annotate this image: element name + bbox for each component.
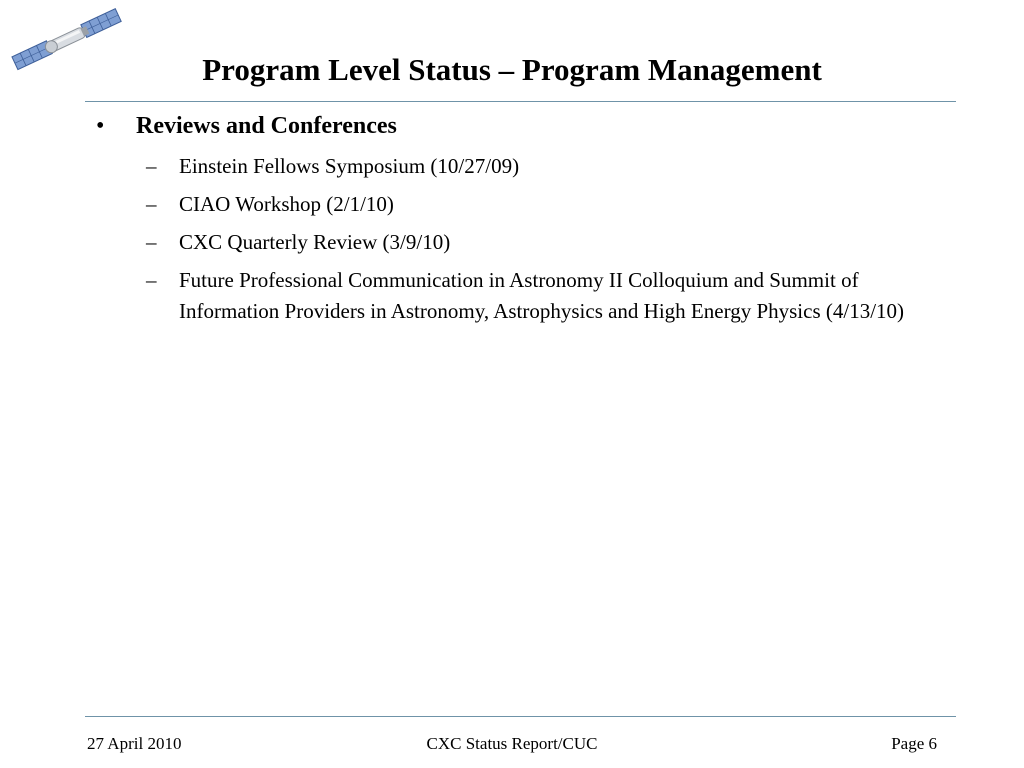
dash-icon: – — [146, 268, 157, 292]
dash-icon: – — [146, 230, 157, 254]
slide-title: Program Level Status – Program Management — [202, 52, 822, 87]
sub-bullet-text: CIAO Workshop (2/1/10) — [179, 192, 394, 216]
sub-bullet-text: Future Professional Communication in Astronomy II Colloquium and Summit of Information Providers in Astronomy, Astrophysics and High Energy Physics (4/13/10) — [179, 268, 905, 323]
footer-date: 27 April 2010 — [87, 734, 182, 753]
bullet-dot-icon: • — [96, 113, 105, 139]
dash-icon: – — [146, 192, 157, 216]
sub-bullet-text: Einstein Fellows Symposium (10/27/09) — [179, 154, 520, 178]
title-divider — [85, 101, 956, 102]
dash-icon: – — [146, 154, 157, 178]
footer-divider — [85, 716, 956, 717]
sub-bullet-text: CXC Quarterly Review (3/9/10) — [179, 230, 451, 254]
footer-report-title: CXC Status Report/CUC — [426, 734, 598, 753]
sub-bullet-item — [146, 227, 936, 258]
sub-bullet-item — [146, 265, 936, 327]
sub-bullet-list — [146, 151, 936, 334]
sub-bullet-item — [146, 151, 936, 182]
bullet-label: Reviews and Conferences — [136, 113, 397, 139]
sub-bullet-item — [146, 189, 936, 220]
footer-page-number: Page 6 — [891, 734, 937, 753]
